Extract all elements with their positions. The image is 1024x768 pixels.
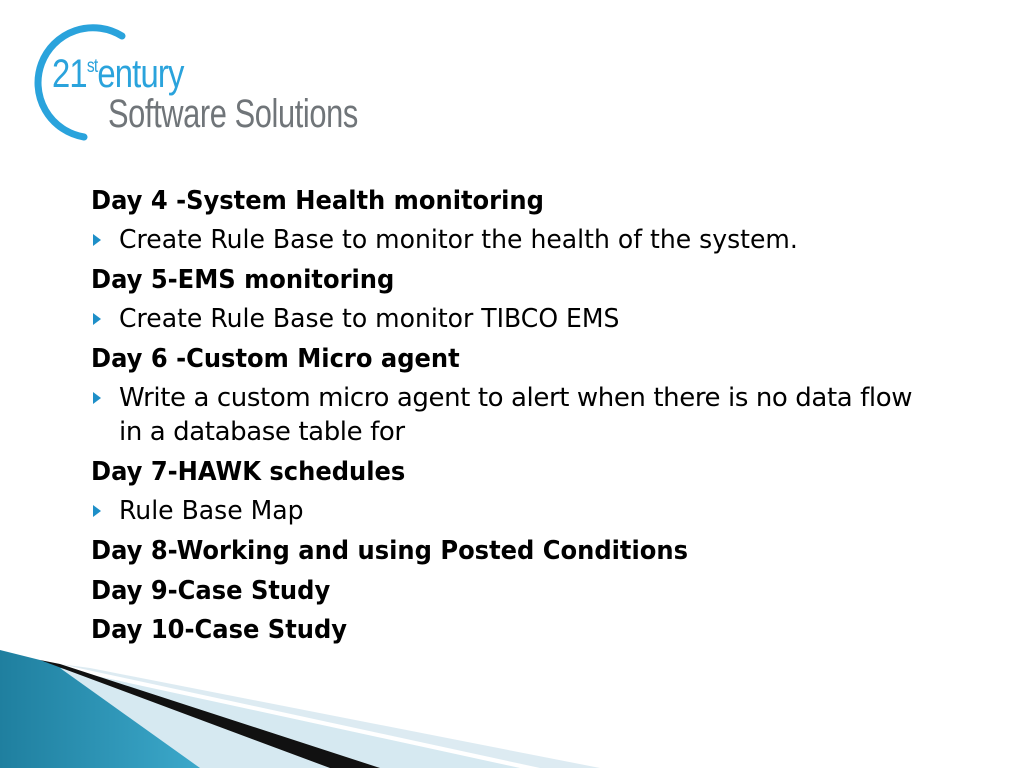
bullet-item: Create Rule Base to monitor the health of the system. xyxy=(91,223,951,257)
day-heading-8: Day 8-Working and using Posted Conditions xyxy=(91,536,689,566)
logo-ordinal: st xyxy=(86,56,98,77)
day-heading-5: Day 5-EMS monitoring xyxy=(91,265,395,295)
logo-word: entury xyxy=(97,52,184,96)
logo-number: 21 xyxy=(52,52,87,96)
logo-line2: Software Solutions xyxy=(108,92,358,136)
bullet-item: Create Rule Base to monitor TIBCO EMS xyxy=(91,302,951,336)
day-heading-10: Day 10-Case Study xyxy=(91,615,348,645)
bullet-item: Write a custom micro agent to alert when there is no data flow in a database table for xyxy=(91,381,939,449)
day-heading-6: Day 6 -Custom Micro agent xyxy=(91,344,460,374)
bullet-item: Rule Base Map xyxy=(91,494,951,528)
day-heading-9: Day 9-Case Study xyxy=(91,575,331,606)
day-heading-7: Day 7-HAWK schedules xyxy=(91,457,406,487)
day-heading-4: Day 4 -System Health monitoring xyxy=(91,186,544,216)
